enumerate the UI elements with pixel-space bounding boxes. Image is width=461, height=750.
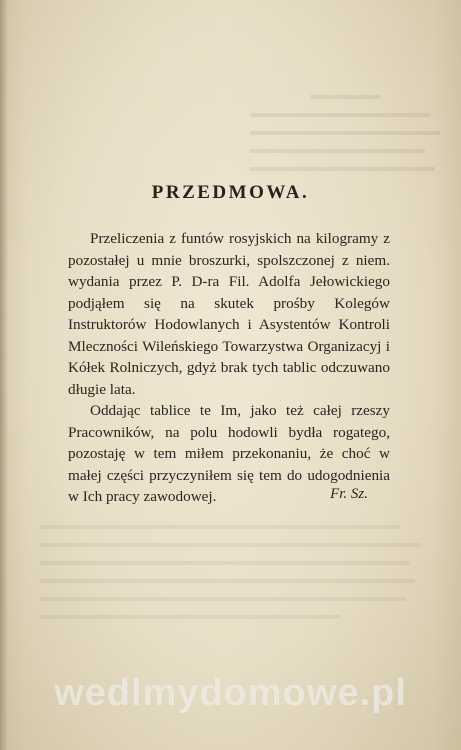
signature: Fr. Sz.	[330, 486, 368, 502]
page-title: PRZEDMOWA.	[151, 182, 310, 203]
bleed-through-text-bottom	[40, 525, 440, 655]
body-text	[68, 228, 390, 508]
page-binding-edge	[0, 0, 8, 750]
paragraph-1: Przeliczenia z funtów rosyjskich na kilogramy z pozostałej u mnie broszurki, spolszczonej z niem. wydania przez P. D-ra Fil. Adolfa Jełowickiego podjąłem się na skutek prośby Kolegów Instruktorów Hodowlanych i Asystentów Kontroli Mleczności Wileńskiego Towarzystwa Organizacyj i Kółek Rolniczych, gdyż brak tych tablic odczuwano długie lata.	[68, 230, 390, 398]
paragraph-2: Oddając tablice te Im, jako też całej rzeszy Pracowników, na polu hodowli bydła rogatego, pozostaję w tem miłem przekonaniu, że choć w małej części przyczyniłem się tem do udogodnienia w Ich pracy zawodowej.	[68, 402, 390, 505]
watermark: wedlmydomowe.pl	[54, 672, 407, 714]
